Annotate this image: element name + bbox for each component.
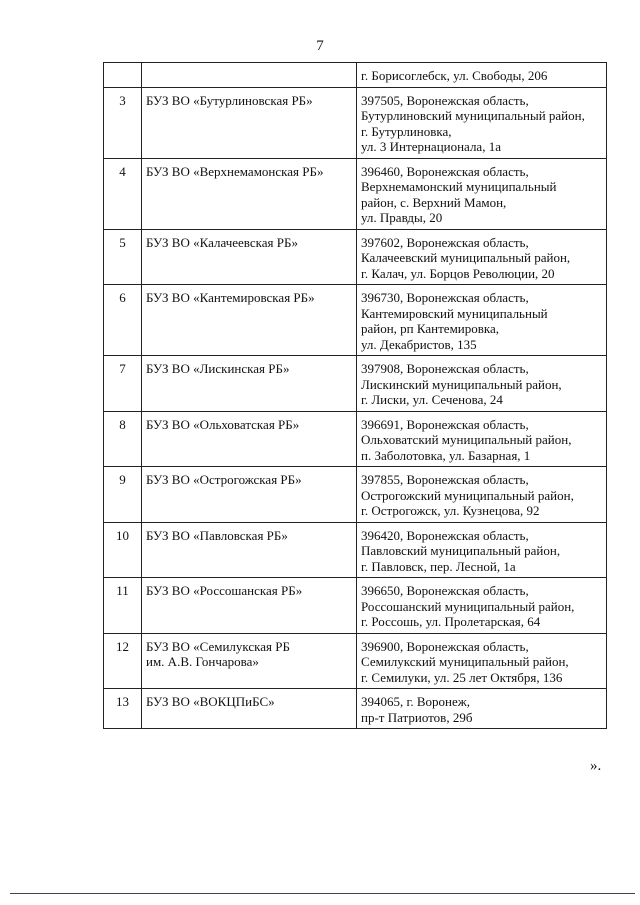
- address-line: 396420, Воронежская область,: [361, 527, 529, 543]
- row-number-cell: 10: [104, 522, 142, 578]
- institution-name-cell: [142, 633, 357, 689]
- institution-name-cell: [142, 467, 357, 523]
- institution-address-cell: [357, 522, 607, 578]
- address-line: 397855, Воронежская область,: [361, 472, 529, 487]
- address-line: ул. 3 Интернационала, 1а: [361, 139, 501, 154]
- table-row: [104, 578, 607, 634]
- address-line: г. Семилуки, ул. 25 лет Октября, 136: [361, 669, 563, 685]
- address-line: г. Лиски, ул. Сеченова, 24: [361, 392, 503, 407]
- address-line: Россошанский муниципальный район,: [361, 598, 575, 614]
- table-row: [104, 633, 607, 689]
- table-row: [104, 285, 607, 356]
- institution-name-line: БУЗ ВО «Калачеевская РБ»: [146, 234, 298, 250]
- address-line: 396900, Воронежская область,: [361, 638, 529, 654]
- table-row: [104, 467, 607, 523]
- institution-name-cell: [142, 285, 357, 356]
- institution-name-line: БУЗ ВО «Лискинская РБ»: [146, 361, 290, 376]
- institution-address-cell: [357, 356, 607, 412]
- address-line: пр-т Патриотов, 29б: [361, 709, 473, 725]
- address-line: Калачеевский муниципальный район,: [361, 250, 571, 265]
- institutions-table: [103, 62, 607, 729]
- address-line: г. Павловск, пер. Лесной, 1а: [361, 558, 516, 574]
- institution-address-cell: [357, 229, 607, 285]
- table-row: [104, 229, 607, 285]
- address-line: 397602, Воронежская область,: [361, 234, 529, 250]
- institution-name-cell: [142, 522, 357, 578]
- institution-address-cell: [357, 285, 607, 356]
- address-line: ул. Декабристов, 135: [361, 336, 477, 352]
- institution-address-cell: [357, 63, 607, 88]
- address-line: ул. Правды, 20: [361, 210, 443, 225]
- row-number-cell: 11: [104, 578, 142, 634]
- address-line: район, рп Кантемировка,: [361, 321, 500, 336]
- row-number-cell: 5: [104, 229, 142, 285]
- row-number-cell: [104, 63, 142, 88]
- page-number: 7: [316, 38, 324, 54]
- institution-name-line: БУЗ ВО «Верхнемамонская РБ»: [146, 163, 324, 179]
- table-row: [104, 522, 607, 578]
- institution-name-cell: [142, 356, 357, 412]
- table-row: [104, 87, 607, 158]
- institution-name-cell: [142, 87, 357, 158]
- address-line: 396460, Воронежская область,: [361, 163, 529, 179]
- institution-address-cell: [357, 578, 607, 634]
- table-row: [104, 411, 607, 467]
- institution-name-line: БУЗ ВО «Кантемировская РБ»: [146, 290, 315, 305]
- institution-name-cell: [142, 158, 357, 229]
- row-number-cell: 13: [104, 689, 142, 729]
- institution-name-cell: [142, 689, 357, 729]
- institution-address-cell: [357, 467, 607, 523]
- address-line: г. Калач, ул. Борцов Революции, 20: [361, 265, 555, 281]
- address-line: г. Борисоглебск, ул. Свободы, 206: [361, 68, 548, 83]
- institution-name-cell: [142, 411, 357, 467]
- institution-name-line: БУЗ ВО «Павловская РБ»: [146, 527, 288, 543]
- address-line: район, с. Верхний Мамон,: [361, 194, 507, 210]
- closing-quote-mark: ».: [590, 758, 602, 774]
- address-line: Лискинский муниципальный район,: [361, 376, 562, 392]
- address-line: Кантемировский муниципальный: [361, 305, 548, 321]
- row-number-cell: 8: [104, 411, 142, 467]
- institution-address-cell: [357, 87, 607, 158]
- address-line: г. Россошь, ул. Пролетарская, 64: [361, 614, 541, 629]
- address-line: Семилукский муниципальный район,: [361, 654, 569, 669]
- row-number-cell: 4: [104, 158, 142, 229]
- footer-divider: [10, 893, 635, 894]
- row-number-cell: 3: [104, 87, 142, 158]
- table-row: [104, 158, 607, 229]
- institution-name-line: БУЗ ВО «Острогожская РБ»: [146, 472, 302, 487]
- institution-address-cell: [357, 411, 607, 467]
- institution-address-cell: [357, 633, 607, 689]
- address-line: г. Острогожск, ул. Кузнецова, 92: [361, 503, 540, 518]
- institution-name-line: БУЗ ВО «Бутурлиновская РБ»: [146, 92, 313, 108]
- address-line: 396730, Воронежская область,: [361, 290, 529, 305]
- row-number-cell: 12: [104, 633, 142, 689]
- address-line: 396691, Воронежская область,: [361, 416, 529, 432]
- institution-name-cell: [142, 578, 357, 634]
- address-line: 397505, Воронежская область,: [361, 92, 529, 108]
- institution-name-line: им. А.В. Гончарова»: [146, 654, 259, 669]
- table-row: [104, 689, 607, 729]
- address-line: Острогожский муниципальный район,: [361, 487, 574, 503]
- institution-name-line: БУЗ ВО «Ольховатская РБ»: [146, 416, 300, 432]
- institution-name-cell: [142, 229, 357, 285]
- row-number-cell: 7: [104, 356, 142, 412]
- institution-name-line: БУЗ ВО «Семилукская РБ: [146, 638, 290, 654]
- address-line: Верхнемамонский муниципальный: [361, 179, 557, 194]
- table-row: [104, 356, 607, 412]
- table-row: [104, 63, 607, 88]
- address-line: 394065, г. Воронеж,: [361, 694, 470, 709]
- institution-name-line: БУЗ ВО «ВОКЦПиБС»: [146, 694, 275, 709]
- address-line: Павловский муниципальный район,: [361, 543, 561, 558]
- address-line: 396650, Воронежская область,: [361, 583, 529, 598]
- institution-name-line: БУЗ ВО «Россошанская РБ»: [146, 583, 303, 598]
- table-body: [104, 63, 607, 729]
- institution-address-cell: [357, 689, 607, 729]
- address-line: Бутурлиновский муниципальный район,: [361, 108, 585, 123]
- address-line: Ольховатский муниципальный район,: [361, 432, 572, 447]
- row-number-cell: 9: [104, 467, 142, 523]
- institution-address-cell: [357, 158, 607, 229]
- address-line: 397908, Воронежская область,: [361, 361, 529, 376]
- institution-name-cell: [142, 63, 357, 88]
- address-line: г. Бутурлиновка,: [361, 123, 452, 139]
- row-number-cell: 6: [104, 285, 142, 356]
- address-line: п. Заболотовка, ул. Базарная, 1: [361, 447, 531, 463]
